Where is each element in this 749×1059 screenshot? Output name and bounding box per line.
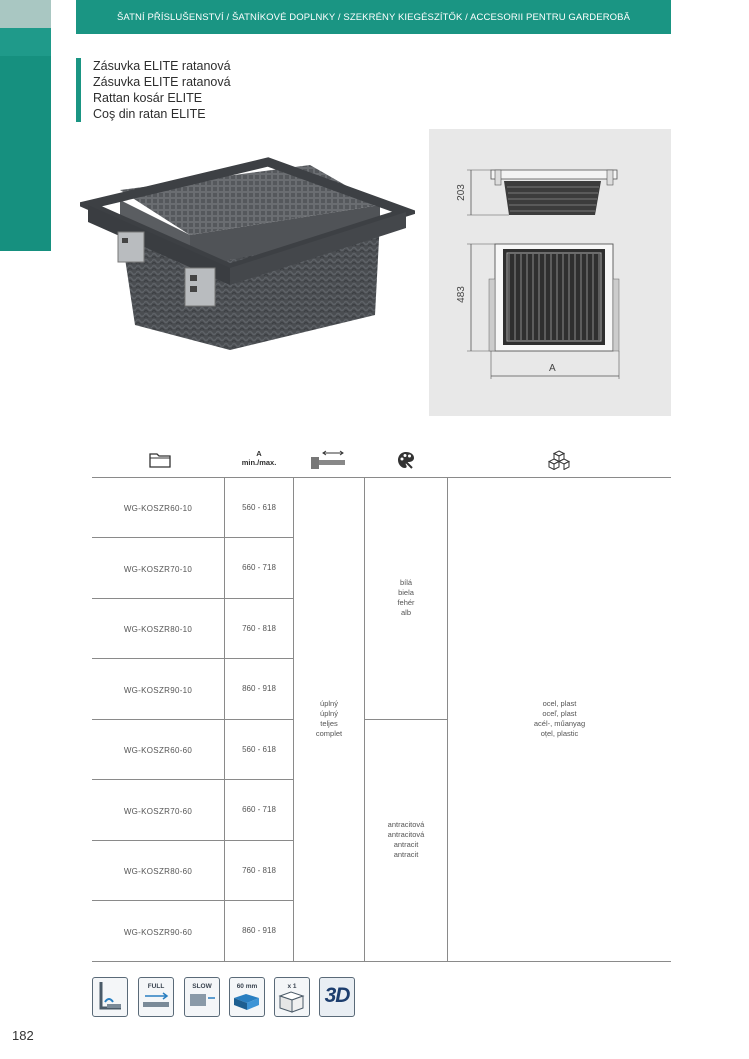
color-white-cell [365, 578, 447, 618]
column-a-sublabel: min./max. [241, 458, 277, 467]
color-text: alb [400, 608, 411, 617]
full-extension-icon [138, 977, 174, 1017]
3d-icon[interactable] [319, 977, 355, 1017]
extension-cell [294, 699, 364, 739]
quantity-label: x 1 [287, 983, 297, 990]
product-code: WG-KOSZR80-10 [123, 625, 193, 634]
row-divider [92, 779, 293, 780]
range-value: 660 - 718 [242, 805, 276, 814]
full-label: FULL [147, 983, 165, 990]
range-value: 760 - 818 [242, 866, 276, 875]
product-code: WG-KOSZR90-60 [123, 928, 193, 937]
product-title: Rattan kosár ELITE [93, 91, 203, 105]
color-text: antracit [393, 840, 419, 849]
color-text: antracit [393, 850, 419, 859]
extension-text: úplný [320, 699, 338, 708]
full-extension-icon [308, 447, 348, 473]
width-dimension: A [549, 363, 556, 374]
range-value: 860 - 918 [242, 926, 276, 935]
material-cell [448, 699, 671, 739]
column-a-header [226, 449, 292, 467]
material-text: oceľ, plast [542, 709, 577, 718]
range-value: 860 - 918 [242, 684, 276, 693]
product-code: WG-KOSZR70-60 [123, 807, 193, 816]
material-text: oțel, plastic [540, 729, 579, 738]
color-text: fehér [397, 598, 415, 607]
soft-close-icon [92, 977, 128, 1017]
product-code: WG-KOSZR70-10 [123, 565, 193, 574]
slow-label: SLOW [192, 983, 212, 990]
column-divider [364, 477, 365, 961]
product-code: WG-KOSZR80-60 [123, 867, 193, 876]
table-top-border [92, 477, 671, 478]
3d-label: 3D [324, 984, 350, 1007]
row-divider [92, 719, 293, 720]
extension-text: úplný [320, 709, 338, 718]
product-title: Zásuvka ELITE ratanová [93, 75, 231, 89]
range-value: 660 - 718 [242, 563, 276, 572]
product-code: WG-KOSZR60-10 [123, 504, 193, 513]
color-text: biela [398, 588, 414, 597]
material-text: acél-, műanyag [533, 719, 586, 728]
product-title: Zásuvka ELITE ratanová [93, 59, 231, 73]
side-tab-mid [0, 28, 51, 56]
page-number: 182 [12, 1028, 34, 1043]
row-divider [92, 840, 293, 841]
column-a-label: A [256, 449, 262, 458]
side-tab-top [0, 0, 51, 28]
color-text: bílá [399, 578, 413, 587]
height-dimension: 203 [455, 184, 467, 201]
side-tab [0, 56, 51, 251]
extension-text: complet [315, 729, 343, 738]
product-code: WG-KOSZR60-60 [123, 746, 193, 755]
product-code: WG-KOSZR90-10 [123, 686, 193, 695]
product-title: Coş din ratan ELITE [93, 107, 206, 121]
load-capacity-icon [229, 977, 265, 1017]
extension-text: teljes [320, 719, 338, 728]
color-anthracite-cell [365, 820, 447, 860]
range-value: 560 - 618 [242, 745, 276, 754]
color-text: antracitová [387, 820, 425, 829]
range-value: 760 - 818 [242, 624, 276, 633]
depth-dimension: 483 [455, 286, 467, 303]
technical-drawing [429, 129, 671, 416]
color-text: antracitová [387, 830, 425, 839]
row-divider [92, 537, 293, 538]
category-header [76, 0, 671, 34]
row-divider [92, 598, 293, 599]
product-photo [80, 150, 415, 365]
quantity-icon [274, 977, 310, 1017]
material-icon [538, 447, 580, 473]
color-divider [364, 719, 447, 720]
table-bottom-border [92, 961, 671, 962]
depth-label: 60 mm [236, 983, 258, 990]
material-text: ocel, plast [542, 699, 577, 708]
row-divider [92, 658, 293, 659]
slow-close-icon [184, 977, 220, 1017]
row-divider [92, 900, 293, 901]
product-title-block [76, 58, 231, 122]
column-divider [224, 477, 225, 961]
palette-icon [386, 447, 426, 473]
category-text: ŠATNÍ PŘÍSLUŠENSTVÍ / ŠATNÍKOVÉ DOPLNKY / SZEKRÉNY KIEGÉSZÍTŐK / ACCESORII PENTRU GARDEROBĂ [116, 11, 631, 23]
range-value: 560 - 618 [242, 503, 276, 512]
folder-icon [140, 447, 180, 473]
